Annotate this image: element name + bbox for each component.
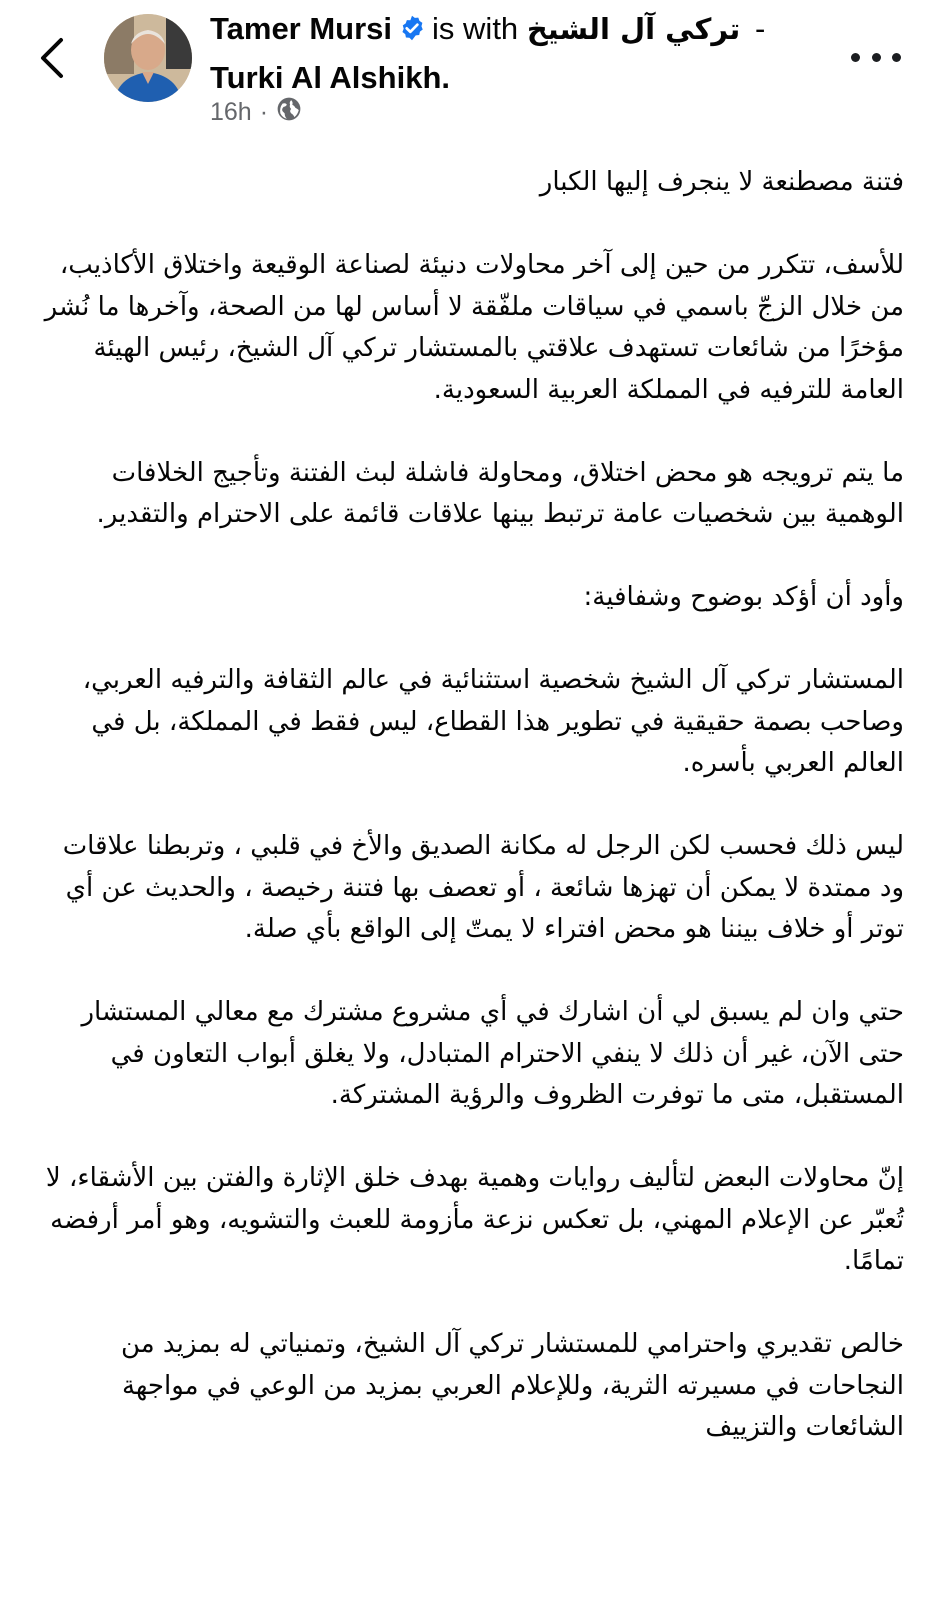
post-title: فتنة مصطنعة لا ينجرف إليها الكبار (539, 167, 904, 197)
header-line-2 (210, 55, 850, 101)
author-name[interactable]: Tamer Mursi (210, 11, 393, 46)
header-text (210, 6, 850, 101)
tagged-name-latin[interactable]: Turki Al Alshikh. (210, 60, 450, 95)
name-separator: - (754, 11, 766, 46)
post-paragraph: حتي وان لم يسبق لي أن اشارك في أي مشروع مشترك مع معالي المستشار حتى الآن، غير أن ذلك لا ينفي الاحترام المتبادل، ولا يغلق أبواب التعاون في المستقبل، متى ما توفرت الظروف والرؤية المشتركة. (81, 997, 904, 1110)
post-paragraph: ما يتم ترويجه هو محض اختلاق، ومحاولة فاشلة لبث الفتنة وتأجيج الخلافات الوهمية بين شخصيات عامة ترتبط بينها علاقات قائمة على الاحترام والتقدير. (96, 457, 904, 529)
more-options-button[interactable] (851, 42, 901, 72)
post-paragraph: خالص تقديري واحترامي للمستشار تركي آل الشيخ، وتمنياتي له بمزيد من النجاحات في مسيرته الثرية، وللإعلام العربي بمزيد من الوعي في مواجهة الشائعات والتزييف (120, 1329, 904, 1442)
meta-separator: · (259, 98, 269, 126)
chevron-left-icon (39, 36, 65, 80)
post-timestamp[interactable]: 16h (210, 98, 252, 126)
post-paragraph: ليس ذلك فحسب لكن الرجل له مكانة الصديق والأخ في قلبي ، وتربطنا علاقات ود ممتدة لا يمكن أن تهزها شائعة ، أو تعصف بها فتنة رخيصة ، والحديث عن أي توتر أو خلاف بيننا هو محض افتراء لا يمتّ إلى الواقع بأي صلة. (62, 831, 904, 944)
post-header (0, 0, 949, 140)
with-text: is with (432, 11, 519, 46)
more-dot (872, 53, 881, 62)
tagged-name-arabic[interactable]: تركي آل الشيخ (526, 12, 741, 46)
author-avatar[interactable] (104, 14, 192, 102)
more-dot (851, 53, 860, 62)
post-body (38, 162, 904, 1449)
verified-badge-icon (398, 9, 426, 55)
post-paragraph: إنّ محاولات البعض لتأليف روايات وهمية بهدف خلق الإثارة والفتن بين الأشقاء، لا تُعبّر عن الإعلام المهني، بل تعكس نزعة مأزومة للعبث والتشويه، وهو أمر أرفضه تمامًا. (45, 1163, 904, 1276)
globe-icon[interactable] (276, 96, 302, 129)
post-paragraph: للأسف، تتكرر من حين إلى آخر محاولات دنيئة لصناعة الوقيعة واختلاق الأكاذيب، من خلال الزجّ باسمي في سياقات ملفّقة لا أساس لها من الصحة، وآخرها ما نُشر مؤخرًا من شائعات تستهدف علاقتي بالمستشار تركي آل الشيخ، رئيس الهيئة العامة للترفيه في المملكة العربية السعودية. (44, 250, 904, 405)
back-button[interactable] (30, 32, 74, 84)
post-paragraph: المستشار تركي آل الشيخ شخصية استثنائية في عالم الثقافة والترفيه العربي، وصاحب بصمة حقيقية في تطوير هذا القطاع، ليس فقط في المملكة، بل في العالم العربي بأسره. (82, 665, 904, 778)
post-meta (210, 96, 302, 129)
header-line-1 (210, 6, 850, 55)
post-paragraph: وأود أن أؤكد بوضوح وشفافية: (583, 582, 904, 612)
more-dot (892, 53, 901, 62)
